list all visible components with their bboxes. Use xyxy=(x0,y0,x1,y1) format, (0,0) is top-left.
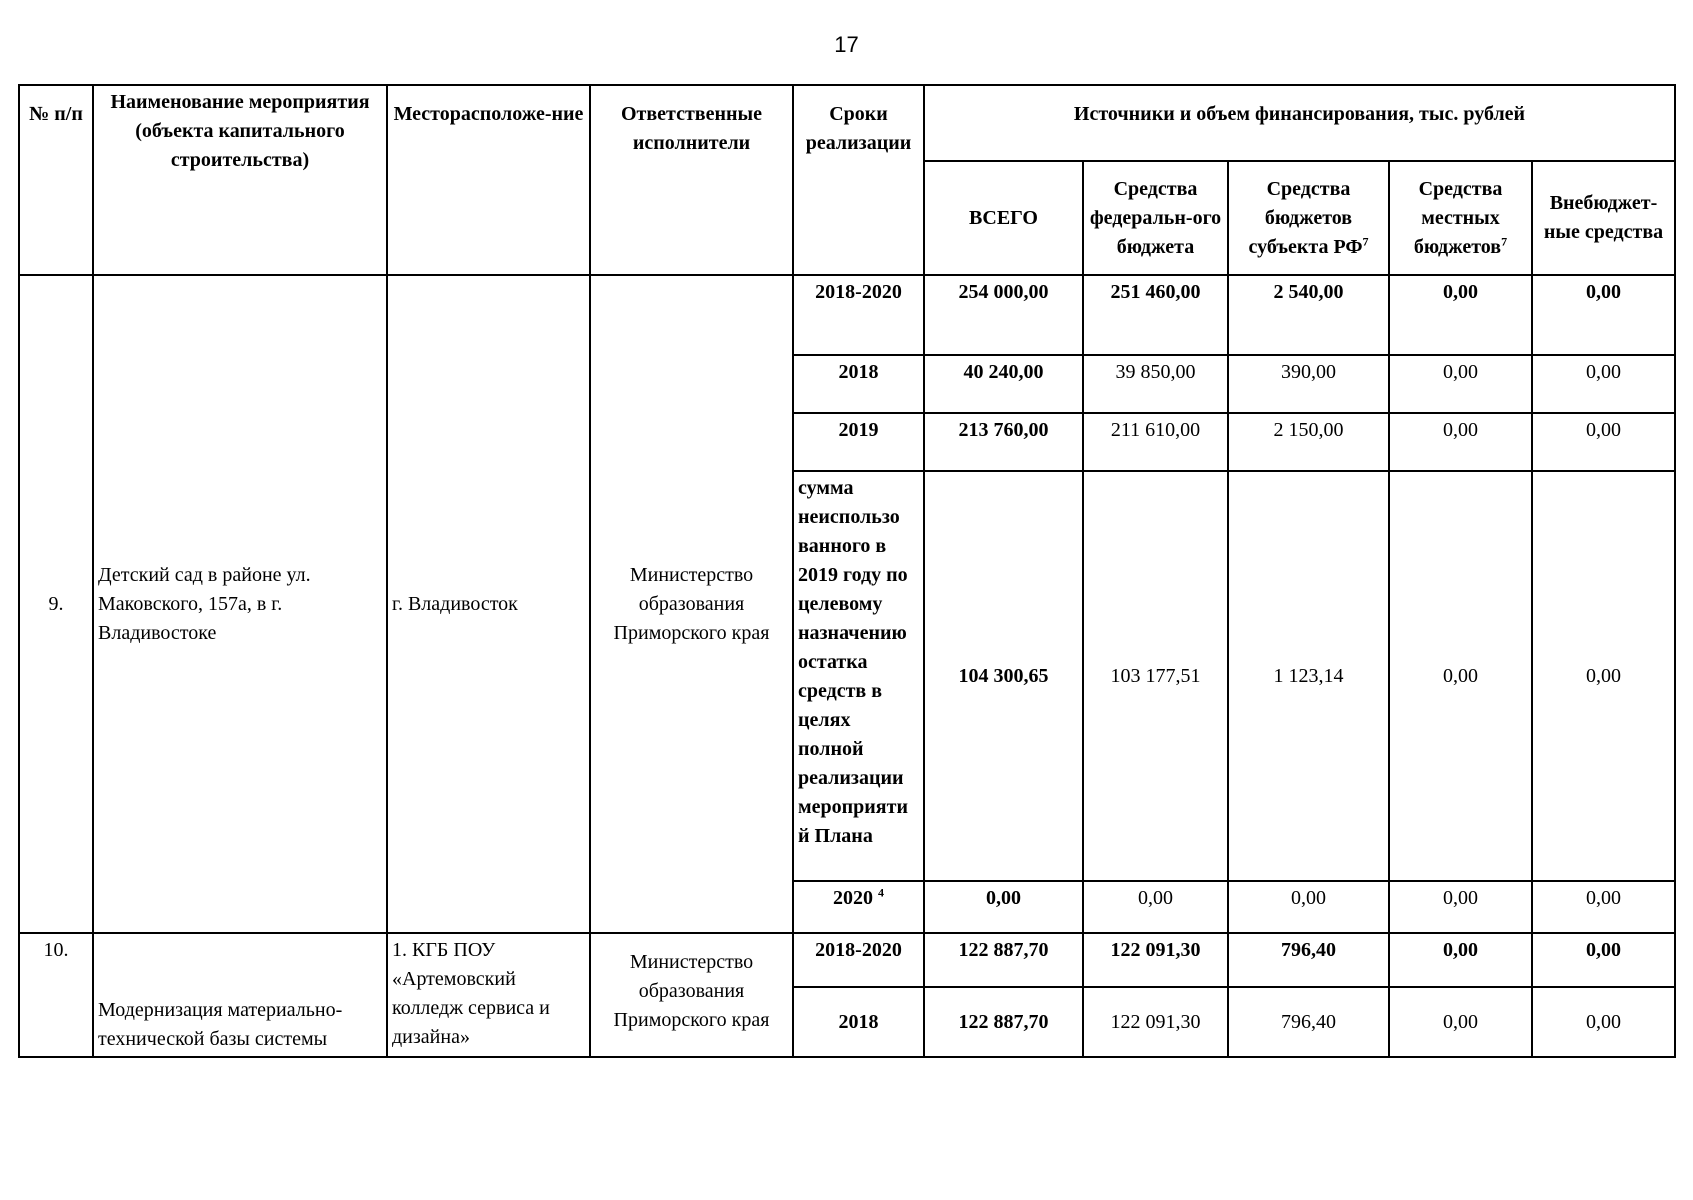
cell-federal: 0,00 xyxy=(1083,881,1228,933)
cell-subject: 0,00 xyxy=(1228,881,1389,933)
cell-total: 104 300,65 xyxy=(924,471,1083,881)
financing-table xyxy=(18,84,1676,1058)
cell-period: 2019 xyxy=(793,413,924,471)
cell-period: 2018 xyxy=(793,355,924,413)
cell-total: 213 760,00 xyxy=(924,413,1083,471)
table-row xyxy=(19,933,1675,987)
header-federal: Средства федеральн-ого бюджета xyxy=(1083,161,1228,275)
row-location: 1. КГБ ПОУ «Артемовский колледж сервиса и дизайна» xyxy=(387,933,590,1057)
cell-subject: 796,40 xyxy=(1228,933,1389,987)
cell-federal: 39 850,00 xyxy=(1083,355,1228,413)
cell-local: 0,00 xyxy=(1389,275,1532,355)
header-subject: Средства бюджетов субъекта $РФ^7$ xyxy=(1228,161,1389,275)
cell-total: 122 887,70 xyxy=(924,987,1083,1057)
cell-federal: 122 091,30 xyxy=(1083,933,1228,987)
cell-federal: 251 460,00 xyxy=(1083,275,1228,355)
cell-extra: 0,00 xyxy=(1532,933,1675,987)
header-name: Наименование мероприятия (объекта капитального строительства) xyxy=(93,85,387,275)
cell-total: 40 240,00 xyxy=(924,355,1083,413)
cell-period: 2020 $^4$ xyxy=(793,881,924,933)
header-period: Сроки реализации xyxy=(793,85,924,275)
row-num: 9. xyxy=(19,275,93,933)
cell-extra: 0,00 xyxy=(1532,275,1675,355)
cell-local: 0,00 xyxy=(1389,413,1532,471)
cell-extra: 0,00 xyxy=(1532,987,1675,1057)
row-name: Детский сад в районе ул. Маковского, 157а, в г. Владивостоке xyxy=(93,275,387,933)
cell-subject: 2 150,00 xyxy=(1228,413,1389,471)
cell-local: 0,00 xyxy=(1389,987,1532,1057)
cell-extra: 0,00 xyxy=(1532,881,1675,933)
cell-subject: 1 123,14 xyxy=(1228,471,1389,881)
cell-period: 2018 xyxy=(793,987,924,1057)
header-location: Месторасположе-ние xyxy=(387,85,590,275)
header-financing: Источники и объем финансирования, тыс. рублей xyxy=(924,85,1675,161)
cell-period-note: сумма неиспользо ванного в 2019 году по целевому назначению остатка средств в целях полной реализации мероприяти й Плана xyxy=(793,471,924,881)
header-extra: Внебюджет-ные средства xyxy=(1532,161,1675,275)
cell-local: 0,00 xyxy=(1389,355,1532,413)
cell-period: 2018-2020 xyxy=(793,933,924,987)
page-number: 17 xyxy=(834,32,859,57)
cell-extra: 0,00 xyxy=(1532,413,1675,471)
row-location: г. Владивосток xyxy=(387,275,590,933)
cell-federal: 103 177,51 xyxy=(1083,471,1228,881)
header-local: Средства местных бюджетов$^7$ xyxy=(1389,161,1532,275)
header-executors: Ответственные исполнители xyxy=(590,85,793,275)
cell-local: 0,00 xyxy=(1389,881,1532,933)
cell-extra: 0,00 xyxy=(1532,471,1675,881)
table-row xyxy=(19,275,1675,355)
cell-local: 0,00 xyxy=(1389,471,1532,881)
cell-period: 2018-2020 xyxy=(793,275,924,355)
cell-federal: 211 610,00 xyxy=(1083,413,1228,471)
header-total: ВСЕГО xyxy=(924,161,1083,275)
row-executors: Министерство образования Приморского края xyxy=(590,933,793,1057)
row-num: 10. xyxy=(19,933,93,1057)
cell-total: 122 887,70 xyxy=(924,933,1083,987)
row-name: Модернизация материально-технической базы системы xyxy=(93,933,387,1057)
cell-subject: 390,00 xyxy=(1228,355,1389,413)
header-num: № п/п xyxy=(19,85,93,275)
cell-local: 0,00 xyxy=(1389,933,1532,987)
cell-total: 0,00 xyxy=(924,881,1083,933)
cell-federal: 122 091,30 xyxy=(1083,987,1228,1057)
cell-subject: 796,40 xyxy=(1228,987,1389,1057)
cell-extra: 0,00 xyxy=(1532,355,1675,413)
cell-total: 254 000,00 xyxy=(924,275,1083,355)
row-executors: Министерство образования Приморского края xyxy=(590,275,793,933)
cell-subject: 2 540,00 xyxy=(1228,275,1389,355)
